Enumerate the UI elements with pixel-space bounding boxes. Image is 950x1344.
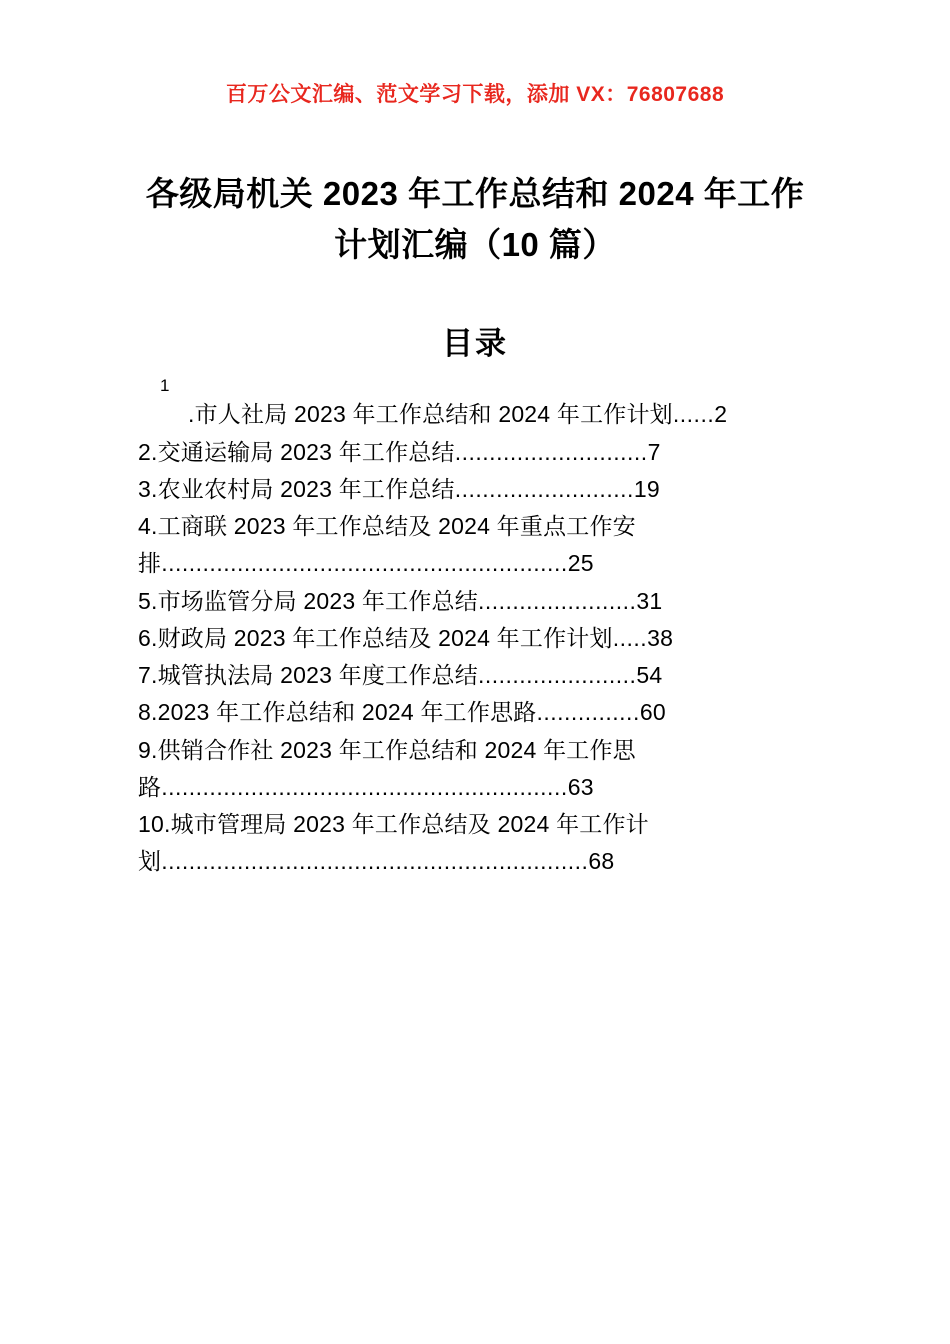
toc-entry-page: 7	[647, 438, 661, 465]
toc-heading: 目录	[442, 326, 508, 361]
toc-entry-page: 31	[636, 587, 663, 614]
page-title: 各级局机关 2023 年工作总结和 2024 年工作计划汇编（10 篇）	[145, 175, 805, 264]
toc-entry-page: 54	[636, 662, 663, 689]
toc-entry-dots: .......................	[477, 662, 637, 689]
toc-entry-dots: ...........................................................	[161, 550, 568, 577]
toc-entry[interactable]	[138, 620, 828, 657]
toc-entry[interactable]	[138, 508, 828, 583]
toc-entry[interactable]	[138, 657, 828, 694]
toc-entry-page: 63	[567, 773, 594, 800]
toc-entry[interactable]	[138, 434, 828, 471]
toc-entry-title: 4.工商联 2023 年工作总结及 2024 年重点工作安排	[138, 513, 636, 577]
toc-entry-dots: ..........................	[454, 475, 634, 502]
toc-entry-title: 10.城市管理局 2023 年工作总结及 2024 年工作计划	[138, 811, 649, 875]
toc-entry-dots: ..............................................................	[161, 848, 589, 875]
toc-entry[interactable]	[138, 471, 828, 508]
toc-entry-dots: .....	[612, 624, 648, 651]
toc-entry-dots: ...........................................................	[161, 773, 568, 800]
toc-entry-dots: ......	[672, 401, 715, 428]
toc-entry-dots: ...............	[536, 699, 640, 726]
toc-entry-title: 2.交通运输局 2023 年工作总结	[138, 438, 455, 465]
toc-entry-page: 68	[588, 848, 615, 875]
toc-entry-page: 60	[639, 699, 666, 726]
toc-entry[interactable]	[138, 376, 828, 434]
toc-entry-title: 5.市场监管分局 2023 年工作总结	[138, 587, 478, 614]
toc-entry-page: 25	[567, 550, 594, 577]
table-of-contents	[138, 376, 828, 881]
toc-entry-number: 1	[160, 376, 170, 395]
toc-entry-dots: .......................	[477, 587, 637, 614]
toc-entry-page: 38	[647, 624, 674, 651]
toc-entry[interactable]	[138, 583, 828, 620]
toc-entry-title: 9.供销合作社 2023 年工作总结和 2024 年工作思路	[138, 736, 636, 800]
toc-entry[interactable]	[138, 694, 828, 731]
toc-entry-title: .市人社局 2023 年工作总结和 2024 年工作计划	[188, 401, 673, 428]
toc-entry-page: 2	[714, 401, 728, 428]
toc-entry-dots: ............................	[454, 438, 648, 465]
toc-entry-page: 19	[633, 475, 660, 502]
watermark-text: 百万公文汇编、范文学习下载，添加 VX：76807688	[225, 83, 725, 106]
toc-entry-title: 7.城管执法局 2023 年度工作总结	[138, 662, 478, 689]
toc-entry-title: 8.2023 年工作总结和 2024 年工作思路	[138, 699, 537, 726]
toc-entry-title: 3.农业农村局 2023 年工作总结	[138, 475, 455, 502]
toc-entry[interactable]	[138, 806, 828, 881]
toc-entry-title: 6.财政局 2023 年工作总结及 2024 年工作计划	[138, 624, 613, 651]
toc-entry[interactable]	[138, 732, 828, 807]
